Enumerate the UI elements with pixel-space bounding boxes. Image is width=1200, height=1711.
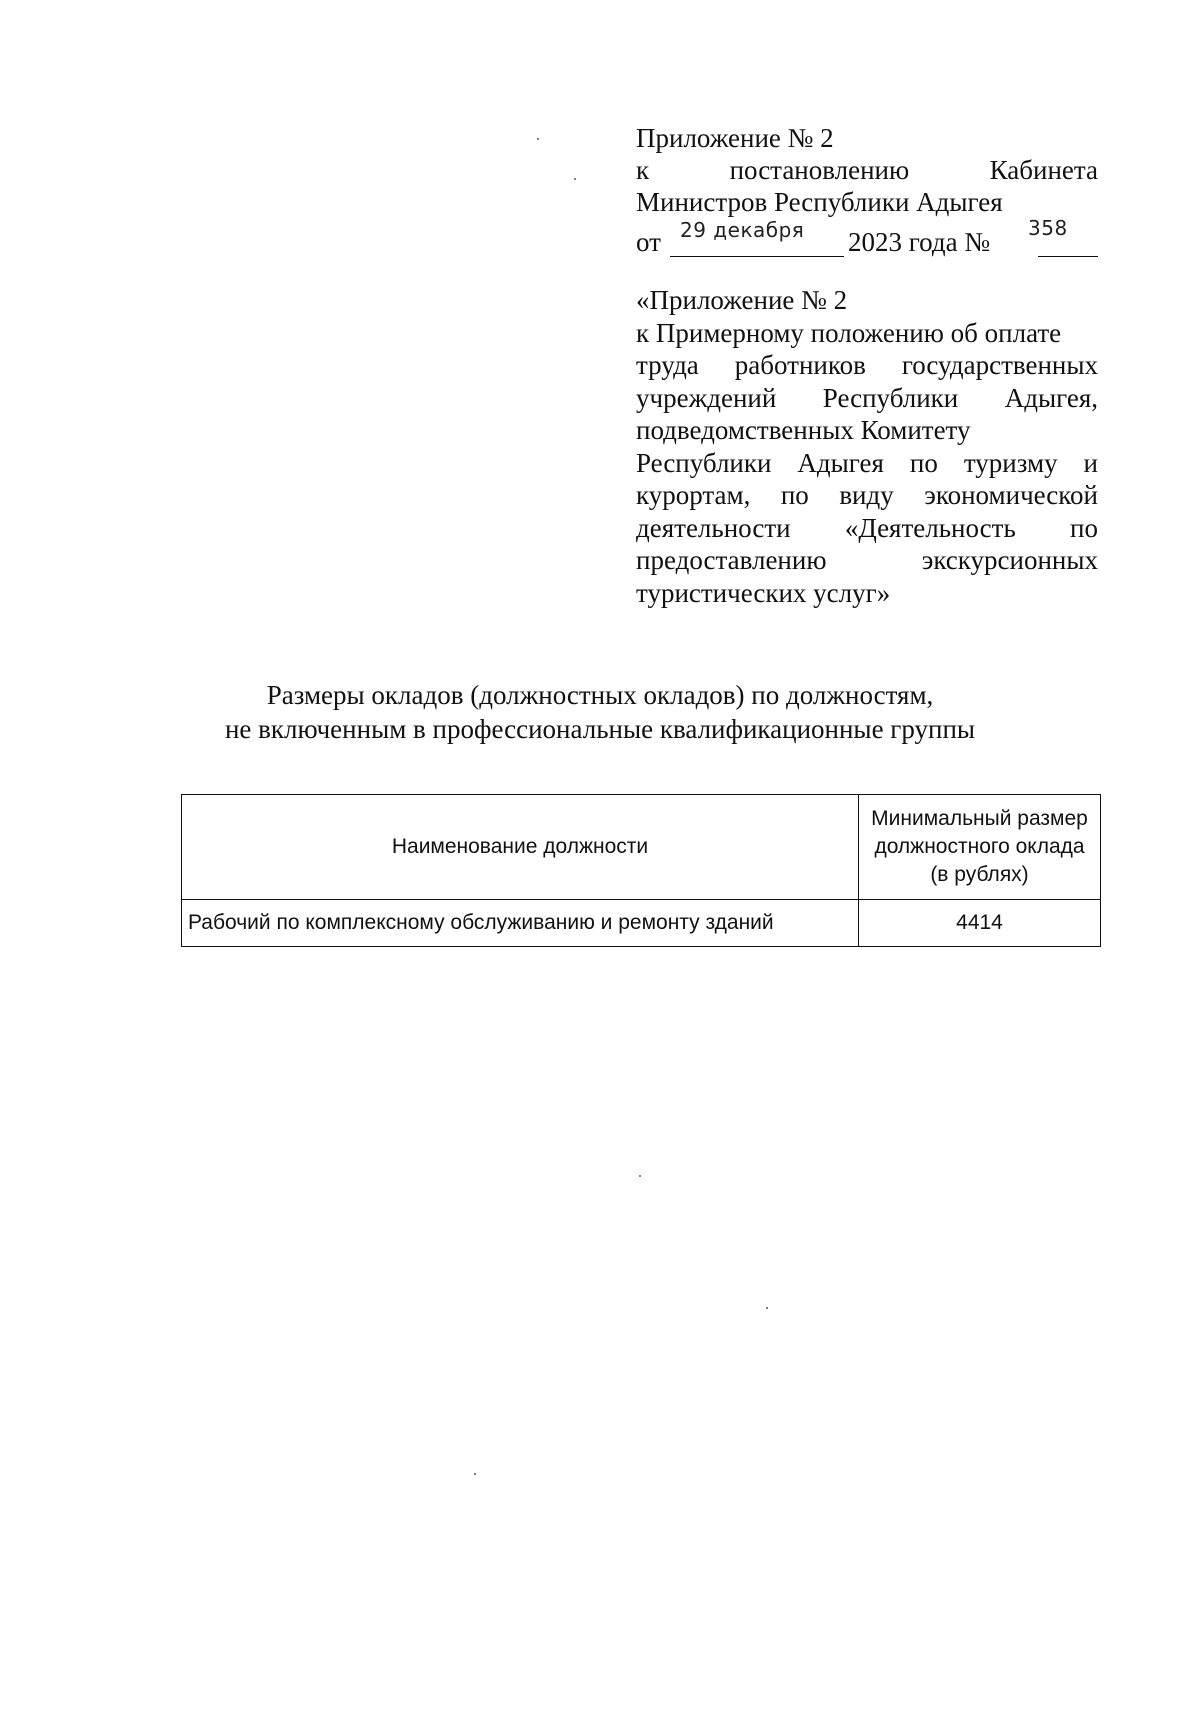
resolution-ref-word: постановлению <box>729 155 910 185</box>
annex-line <box>636 544 1098 577</box>
year-and-number-label: 2023 года № <box>848 227 991 257</box>
resolution-date-line <box>636 216 1098 260</box>
issuing-authority: Министров Республики Адыгея <box>636 187 1003 217</box>
scan-speck <box>537 138 539 140</box>
header-salary-line-2: должностного оклада <box>874 835 1085 858</box>
header-salary-line-3: (в рублях) <box>930 863 1029 886</box>
table-header-row <box>182 795 1101 900</box>
annex-quoted-header <box>636 284 1098 609</box>
annex-word: туризму <box>963 447 1058 478</box>
scan-speck <box>574 178 576 180</box>
scan-speck <box>474 1473 476 1475</box>
header-salary-line-1: Минимальный размер <box>871 807 1088 830</box>
annex-word: экскурсионных <box>921 545 1098 575</box>
annex-word: и <box>1083 447 1098 478</box>
appendix-header <box>636 122 1098 260</box>
annex-word: Адыгея <box>797 447 884 478</box>
table-row <box>182 900 1101 947</box>
annex-line <box>636 479 1098 512</box>
title-line-2: не включенным в профессиональные квалификационные группы <box>224 714 976 744</box>
salary-table <box>181 794 1101 947</box>
resolution-reference-line <box>636 154 1098 186</box>
scan-speck <box>639 1175 641 1177</box>
annex-word: по <box>1070 512 1098 543</box>
annex-line: подведомственных Комитету <box>636 415 971 445</box>
annex-word: деятельности <box>636 512 791 543</box>
annex-word: работников <box>734 350 866 380</box>
annex-word: Адыгея, <box>1004 382 1098 413</box>
annex-word: экономической <box>924 480 1098 510</box>
annex-word: по <box>909 447 938 478</box>
annex-line: туристических услуг» <box>636 577 891 608</box>
annex-word: виду <box>839 480 894 510</box>
handwritten-date: 29 декабря <box>680 218 805 242</box>
header-position-name: Наименование должности <box>182 795 859 900</box>
annex-line: «Приложение № 2 <box>636 285 848 315</box>
document-title <box>0 678 1200 746</box>
annex-word: курортам, <box>636 480 751 510</box>
salary-value-cell: 4414 <box>859 900 1101 947</box>
scan-speck <box>766 1307 768 1309</box>
annex-word: государственных <box>901 350 1098 380</box>
annex-line <box>636 382 1098 415</box>
annex-line <box>636 447 1098 480</box>
annex-word: «Деятельность <box>844 512 1016 543</box>
annex-line <box>636 512 1098 545</box>
resolution-ref-k: к <box>636 155 650 185</box>
date-prefix: от <box>636 227 661 257</box>
position-name-cell: Рабочий по комплексному обслуживанию и ремонту зданий <box>182 900 859 947</box>
handwritten-number: 358 <box>1028 216 1068 240</box>
appendix-number: Приложение № 2 <box>636 123 834 153</box>
annex-word: по <box>780 480 809 510</box>
annex-word: учреждений <box>636 382 777 413</box>
header-minimum-salary <box>859 795 1101 900</box>
annex-line: к Примерному положению об оплате <box>636 317 1062 348</box>
annex-word: труда <box>636 350 699 380</box>
annex-word: предоставлению <box>636 545 827 575</box>
title-line-1: Размеры окладов (должностных окладов) по должностям, <box>266 680 934 710</box>
annex-line <box>636 349 1098 382</box>
resolution-ref-cabinet: Кабинета <box>989 155 1098 185</box>
annex-word: Республики <box>822 382 959 413</box>
annex-word: Республики <box>636 447 772 478</box>
